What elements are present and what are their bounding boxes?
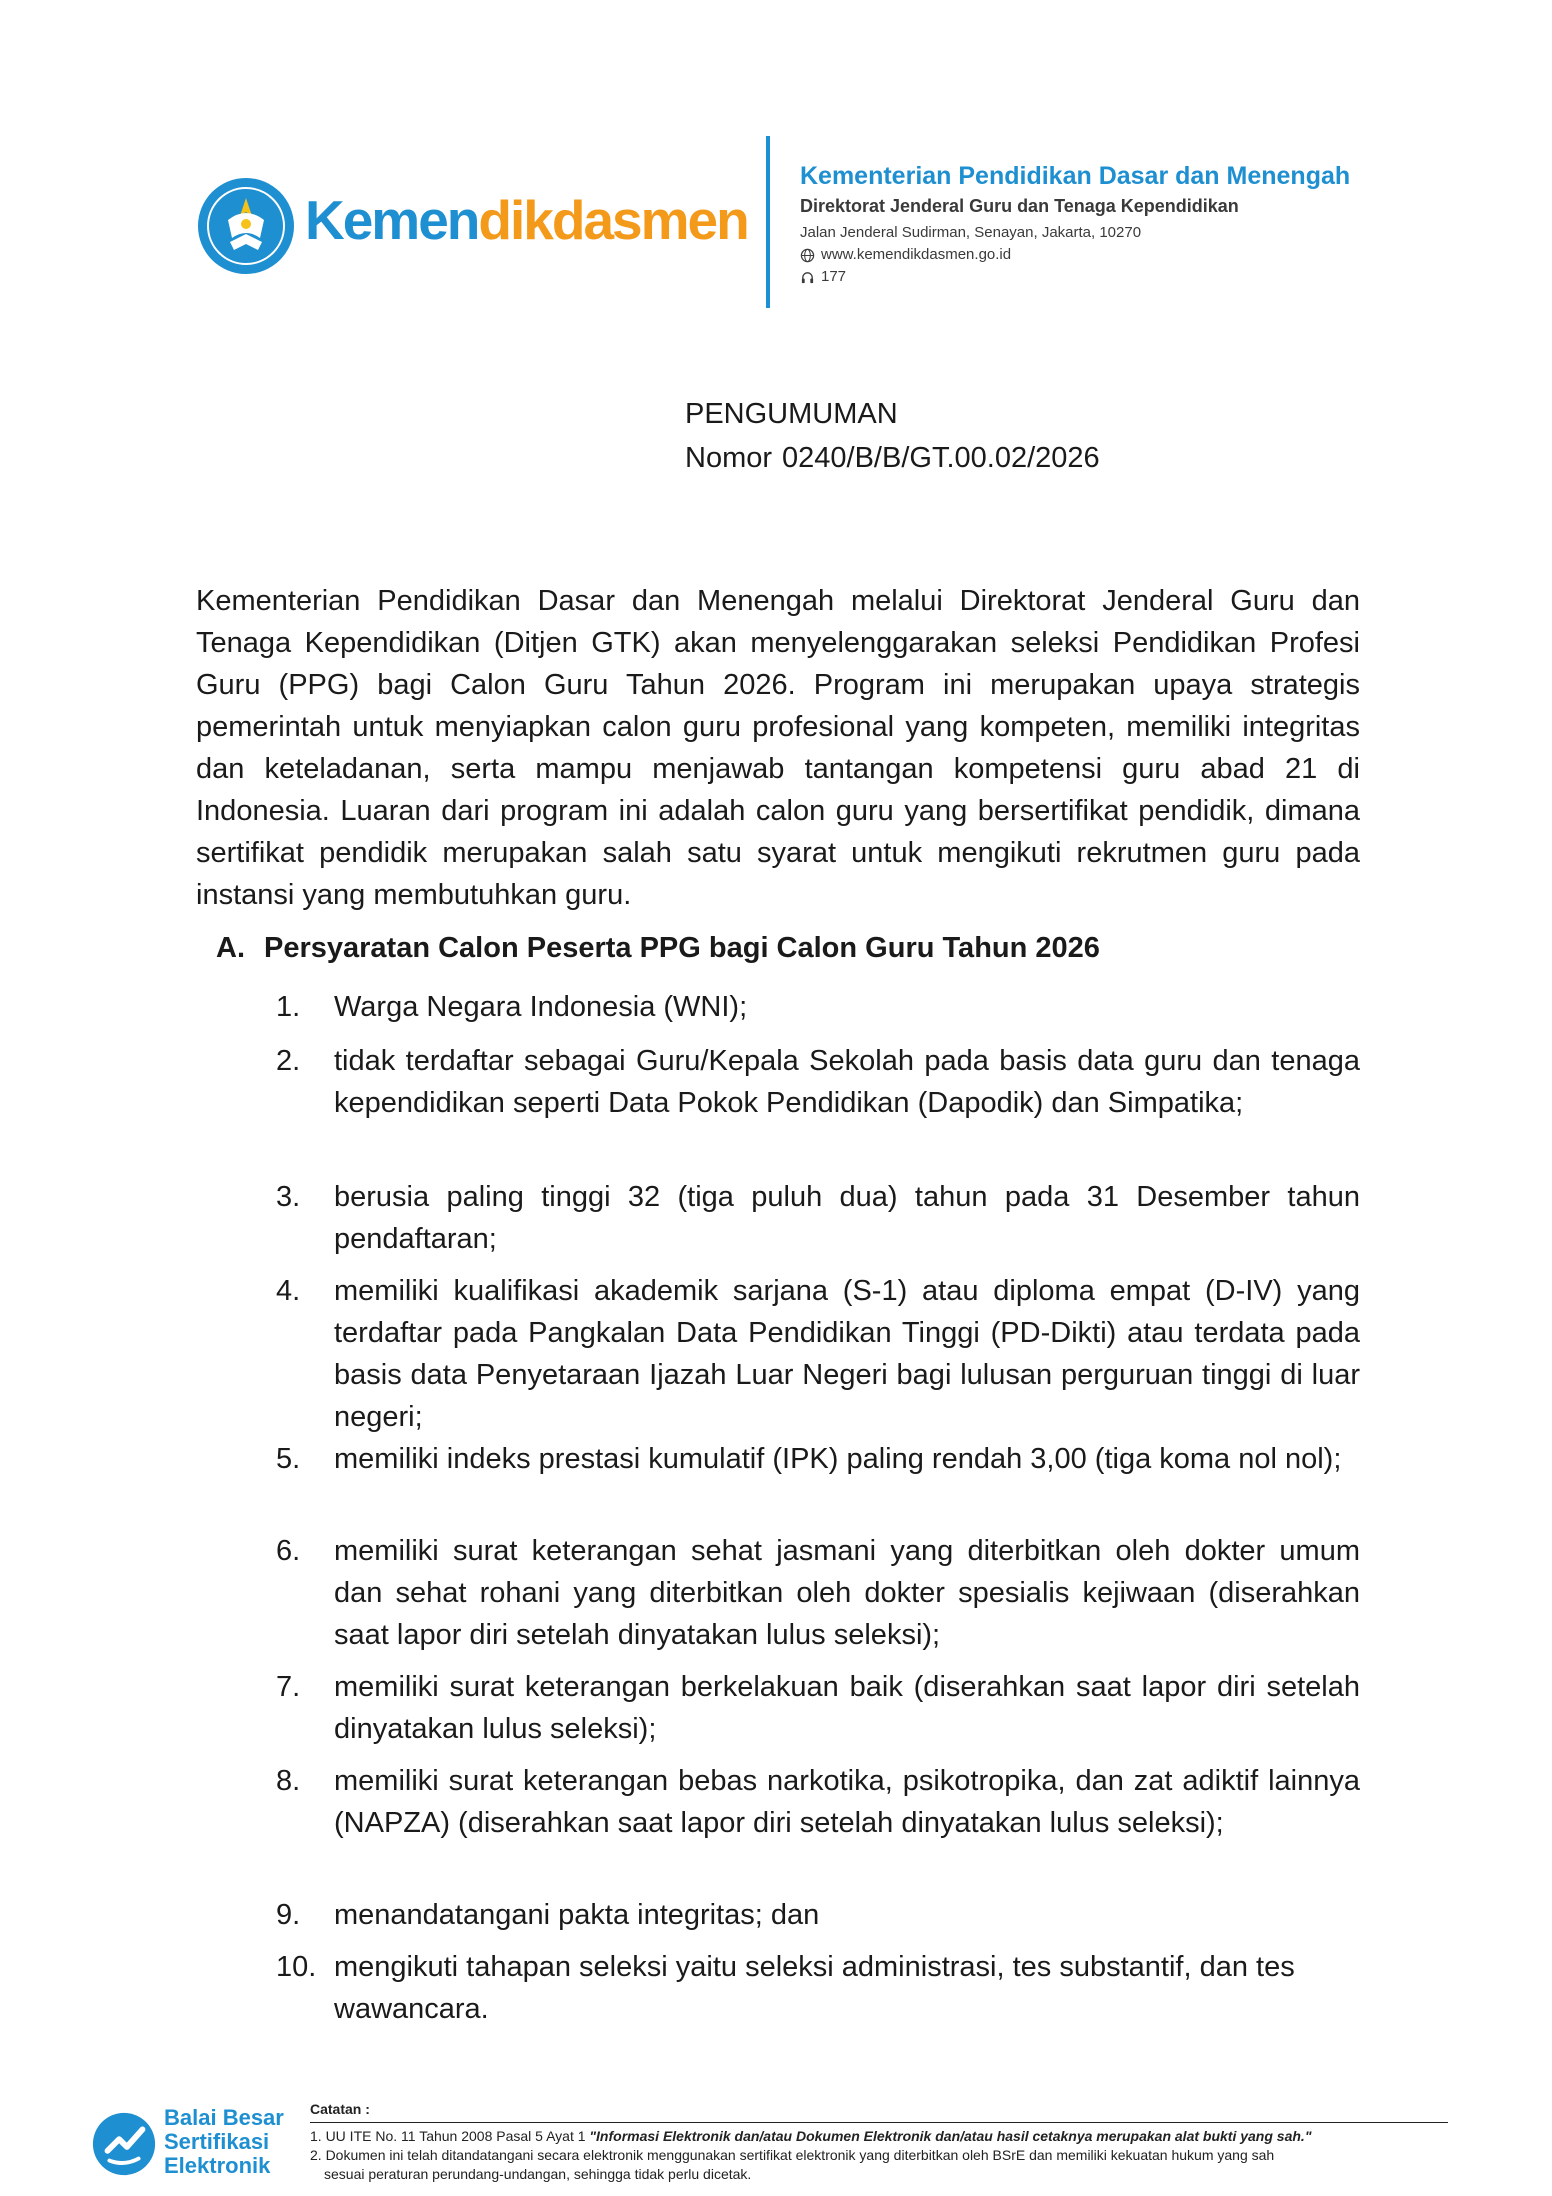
requirement-number: 7. [276, 1671, 301, 1703]
requirement-number: 1. [276, 991, 301, 1023]
requirement-text: berusia paling tinggi 32 (tiga puluh dua) tahun pada 31 Desember tahun pendaftaran; [334, 1181, 1360, 1255]
note-2-continued: sesuai peraturan perundang-undangan, sehingga tidak perlu dicetak. [324, 2166, 752, 2182]
requirement-text: memiliki kualifikasi akademik sarjana (S-1) atau diploma empat (D-IV) yang terdaftar pada Pangkalan Data Pendidikan Tinggi (PD-Dikti) atau terdata pada basis data Penyetaraan Ijazah Luar Negeri bagi lulusan perguruan tinggi di luar negeri; [334, 1275, 1360, 1433]
requirement-text: memiliki surat keterangan sehat jasmani yang diterbitkan oleh dokter umum dan sehat rohani yang diterbitkan oleh dokter spesialis kejiwaan (diserahkan saat lapor diri setelah dinyatakan lulus seleksi); [334, 1535, 1360, 1651]
requirement-number: 8. [276, 1765, 301, 1797]
note-1: 1. UU ITE No. 11 Tahun 2008 Pasal 5 Ayat 1 "Informasi Elektronik dan/atau Dokumen Elektronik dan/atau hasil cetaknya merupakan alat bukti yang sah." [310, 2128, 1312, 2144]
address: Jalan Jenderal Sudirman, Senayan, Jakarta, 10270 [800, 224, 1142, 241]
requirement-number: 4. [276, 1275, 301, 1307]
requirement-text: Warga Negara Indonesia (WNI); [334, 991, 748, 1023]
tut-wuri-handayani-logo [196, 176, 296, 276]
phone-number: 177 [821, 268, 847, 285]
bsre-logo-block [90, 2104, 300, 2180]
requirement-number: 2. [276, 1045, 301, 1077]
requirement-text: tidak terdaftar sebagai Guru/Kepala Sekolah pada basis data guru dan tenaga kependidikan seperti Data Pokok Pendidikan (Dapodik) dan Simpatika; [334, 1045, 1360, 1119]
globe-icon [800, 248, 815, 263]
notes-divider [310, 2122, 1448, 2123]
headset-icon [800, 270, 815, 285]
requirement-text: memiliki indeks prestasi kumulatif (IPK) paling rendah 3,00 (tiga koma nol nol); [334, 1443, 1342, 1475]
requirement-text: memiliki surat keterangan berkelakuan baik (diserahkan saat lapor diri setelah dinyatakan lulus seleksi); [334, 1671, 1360, 1745]
website-line [800, 244, 1520, 266]
section-letter: A. [216, 932, 245, 964]
notes-label: Catatan : [310, 2101, 370, 2117]
bsre-emblem [90, 2110, 158, 2178]
requirement-number: 3. [276, 1181, 301, 1213]
requirement-item [276, 1666, 1360, 1750]
requirement-item [276, 1946, 1360, 2030]
note-2: 2. Dokumen ini telah ditandatangani secara elektronik menggunakan sertifikat elektronik yang diterbitkan oleh BSrE dan memiliki kekuatan hukum yang sah [310, 2147, 1275, 2163]
section-a-heading [216, 928, 1366, 968]
requirement-item [276, 1530, 1360, 1656]
requirement-item [276, 1438, 1360, 1480]
bsre-name: Balai Besar Sertifikasi Elektronik [164, 2105, 284, 2178]
requirement-item [276, 1760, 1360, 1844]
requirement-text: memiliki surat keterangan bebas narkotika, psikotropika, dan zat adiktif lainnya (NAPZA) (diserahkan saat lapor diri setelah dinyatakan lulus seleksi); [334, 1765, 1360, 1839]
requirement-item [276, 986, 1360, 1028]
requirement-text: mengikuti tahapan seleksi yaitu seleksi administrasi, tes substantif, dan tes wawancara. [334, 1951, 1295, 2025]
footer-notes [310, 2100, 1460, 2184]
requirement-number: 9. [276, 1899, 301, 1931]
kemendikdasmen-wordmark: Kemendikdasmen [305, 189, 748, 251]
requirement-number: 5. [276, 1443, 301, 1475]
website-link[interactable]: www.kemendikdasmen.go.id [821, 246, 1012, 263]
requirement-item [276, 1894, 1360, 1936]
directorate-name: Direktorat Jenderal Guru dan Tenaga Kependidikan [800, 196, 1239, 216]
number-value: 0240/B/B/GT.00.02/2026 [782, 442, 1100, 474]
ministry-name: Kementerian Pendidikan Dasar dan Menengah [800, 162, 1351, 190]
announcement-number [685, 440, 1100, 476]
requirement-item [276, 1176, 1360, 1260]
intro-paragraph: Kementerian Pendidikan Dasar dan Menengah melalui Direktorat Jenderal Guru dan Tenaga Kependidikan (Ditjen GTK) akan menyelenggarakan seleksi Pendidikan Profesi Guru (PPG) bagi Calon Guru Tahun 2026. Program ini merupakan upaya strategis pemerintah untuk menyiapkan calon guru profesional yang kompeten, memiliki integritas dan keteladanan, serta mampu menjawab tantangan kompetensi guru abad 21 di Indonesia. Luaran dari program ini adalah calon guru yang bersertifikat pendidik, dimana sertifikat pendidik merupakan salah satu syarat untuk mengikuti rekrutmen guru pada instansi yang membutuhkan guru. [196, 585, 1360, 911]
letterhead-divider [766, 136, 770, 308]
requirement-item [276, 1040, 1360, 1124]
number-label: Nomor [685, 442, 773, 474]
letterhead-info [800, 160, 1520, 288]
requirement-number: 10. [276, 1951, 317, 1983]
requirement-item [276, 1270, 1360, 1438]
announcement-title: PENGUMUMAN [685, 398, 898, 430]
section-title: Persyaratan Calon Peserta PPG bagi Calon Guru Tahun 2026 [264, 932, 1100, 964]
requirement-number: 6. [276, 1535, 301, 1567]
requirement-text: menandatangani pakta integritas; dan [334, 1899, 820, 1931]
phone-line [800, 266, 1520, 288]
